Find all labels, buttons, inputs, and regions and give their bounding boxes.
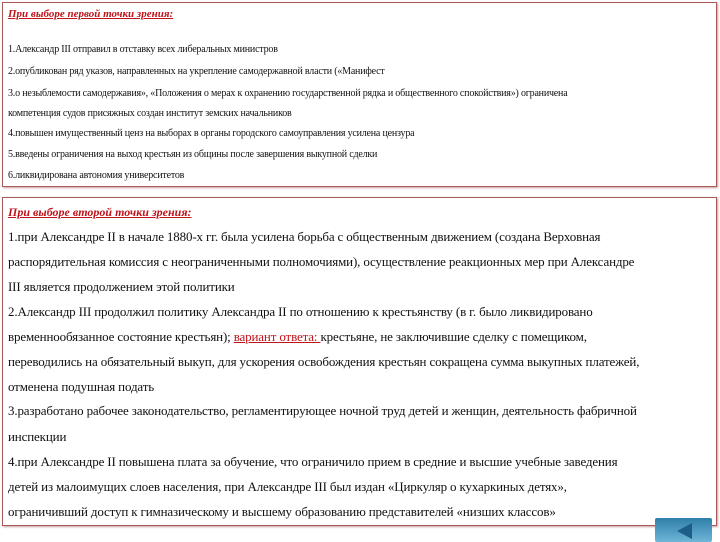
list-item: 6.ликвидирована автономия университетов — [8, 170, 185, 181]
list-item: 3.разработано рабочее законодательство, регламентирующее ночной труд детей и женщин, деятельность фабричной — [8, 403, 637, 418]
line-text: временнообязанное состояние крестьян); — [8, 329, 234, 344]
list-item: распорядительная комиссия с неограниченными полномочиями), осуществление реакционных мер при Александре — [8, 254, 635, 269]
second-viewpoint-title: При выборе второй точки зрения: — [8, 205, 192, 219]
list-item: 4.при Александре II повышена плата за обучение, что ограничило прием в средние и высшие учебные заведения — [8, 454, 618, 469]
list-item: 3.о незыблемости самодержавия», «Положения о мерах к охранению государственной рядка и общественного спокойствия») ограничена — [8, 88, 568, 99]
list-item — [8, 329, 587, 345]
list-item: инспекции — [8, 429, 67, 444]
list-item: 2.опубликован ряд указов, направленных на укрепление самодержавной власти («Манифест — [8, 66, 385, 77]
back-button[interactable] — [655, 518, 712, 542]
list-item: 5.введены ограничения на выход крестьян из общины после завершения выкупной сделки — [8, 149, 378, 160]
first-viewpoint-panel — [2, 2, 717, 187]
second-viewpoint-panel — [2, 197, 717, 526]
list-item: отменена подушная подать — [8, 379, 155, 394]
list-item: 2.Александр III продолжил политику Александра II по отношению к крестьянству (в г. было ликвидировано — [8, 304, 593, 319]
list-item: 1.Александр III отправил в отставку всех либеральных министров — [8, 44, 278, 55]
list-item: 1.при Александре II в начале 1880-х гг. была усилена борьба с общественным движением (создана Верховная — [8, 229, 601, 244]
list-item: переводились на обязательный выкуп, для ускорения освобождения крестьян сокращена сумма выкупных платежей, — [8, 354, 640, 369]
line-text: крестьяне, не заключившие сделку с помещиком, — [320, 329, 587, 344]
list-item: 4.повышен имущественный ценз на выборах в органы городского самоуправления усилена цензура — [8, 128, 415, 139]
list-item: ограничивший доступ к гимназическому и высшему образованию представителей «низших классов» — [8, 504, 556, 519]
answer-variant-label: вариант ответа: — [233, 329, 321, 344]
triangle-left-icon — [674, 522, 694, 540]
list-item: детей из малоимущих слоев населения, при Александре III был издан «Циркуляр о кухаркиных детях», — [8, 479, 567, 494]
list-item: III является продолжением этой политики — [8, 279, 235, 294]
list-item: компетенция судов присяжных создан институт земских начальников — [8, 108, 292, 119]
first-viewpoint-title: При выборе первой точки зрения: — [8, 8, 174, 20]
